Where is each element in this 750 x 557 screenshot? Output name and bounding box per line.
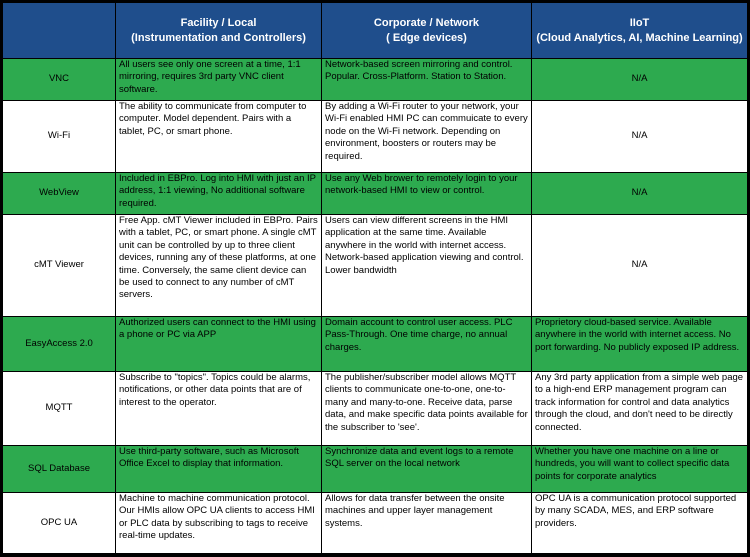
comparison-table <box>2 2 748 554</box>
corporate-cell: Synchronize data and event logs to a remote SQL server on the local network <box>322 446 532 493</box>
iiot-cell: Any 3rd party application from a simple web page to a high-end ERP management program can track information for control and data analytics through the cloud, and don't need to be directly connected. <box>532 372 748 446</box>
facility-cell: The ability to communicate from computer to computer. Model dependent. Pairs with a tablet, PC, or smart phone. <box>116 101 322 173</box>
header-row <box>3 3 748 59</box>
header-corporate-text: Corporate / Network ( Edge devices) <box>373 16 480 44</box>
header-facility-text: Facility / Local (Instrumentation and Controllers) <box>131 16 306 44</box>
row-label: MQTT <box>3 372 116 446</box>
facility-cell: Machine to machine communication protocol. Our HMIs allow OPC UA clients to access HMI or PLC data by subscribing to tags to receive real-time updates. <box>116 493 322 554</box>
facility-cell: Included in EBPro. Log into HMI with just an IP address, 1:1 viewing, No additional software required. <box>116 173 322 215</box>
table-row-webview <box>3 173 748 215</box>
row-label: WebView <box>3 173 116 215</box>
table-row-wifi <box>3 101 748 173</box>
header-corporate <box>322 3 532 59</box>
facility-cell: Authorized users can connect to the HMI using a phone or PC via APP <box>116 317 322 372</box>
iiot-cell: N/A <box>532 59 748 101</box>
row-label: OPC UA <box>3 493 116 554</box>
corporate-cell: Domain account to control user access. PLC Pass-Through. One time charge, no annual charges. <box>322 317 532 372</box>
iiot-cell: N/A <box>532 173 748 215</box>
header-iiot-text: IIoT (Cloud Analytics, AI, Machine Learning) <box>536 16 743 44</box>
table-row-easyaccess <box>3 317 748 372</box>
row-label: EasyAccess 2.0 <box>3 317 116 372</box>
table-row-cmt-viewer <box>3 215 748 317</box>
row-label: VNC <box>3 59 116 101</box>
facility-cell: Free App. cMT Viewer included in EBPro. Pairs with a tablet, PC, or smart phone. A single cMT unit can be controlled by up to three client devices, running any of these platforms, at one time. Conversely, the same client device can be used to connect to any number of cMT servers. <box>116 215 322 317</box>
facility-cell: All users see only one screen at a time, 1:1 mirroring, requires 3rd party VNC client software. <box>116 59 322 101</box>
corporate-cell: By adding a Wi-Fi router to your network, your Wi-Fi enabled HMI PC can commuicate to every node on the Wi-Fi network. Depending on environment, boosters or routers may be required. <box>322 101 532 173</box>
table-row-mqtt <box>3 372 748 446</box>
header-iiot <box>532 3 748 59</box>
corporate-cell: Network-based screen mirroring and control. Popular. Cross-Platform. Station to Station. <box>322 59 532 101</box>
iiot-cell: Whether you have one machine on a line or hundreds, you will want to collect specific data points for corporate analytics <box>532 446 748 493</box>
row-label: SQL Database <box>3 446 116 493</box>
iiot-cell: N/A <box>532 101 748 173</box>
facility-cell: Subscribe to "topics". Topics could be alarms, notifications, or other data points that are of interest to the operator. <box>116 372 322 446</box>
row-label: cMT Viewer <box>3 215 116 317</box>
table-row-opc-ua <box>3 493 748 554</box>
iiot-cell: OPC UA is a communication protocol supported by many SCADA, MES, and ERP software providers. <box>532 493 748 554</box>
corporate-cell: The publisher/subscriber model allows MQTT clients to communicate one-to-one, one-to-many and many-to-one. Receive data, parse data, and make specific data points available for the subscriber to 'see'. <box>322 372 532 446</box>
table-row-sql-database <box>3 446 748 493</box>
row-label: Wi-Fi <box>3 101 116 173</box>
table-row-vnc <box>3 59 748 101</box>
corporate-cell: Use any Web brower to remotely login to your network-based HMI to view or control. <box>322 173 532 215</box>
header-corner <box>3 3 116 59</box>
corporate-cell: Users can view different screens in the HMI application at the same time. Available anywhere in the world with internet access. Network-based application viewing and control. Lower bandwidth <box>322 215 532 317</box>
header-facility <box>116 3 322 59</box>
corporate-cell: Allows for data transfer between the onsite machines and upper layer management systems. <box>322 493 532 554</box>
facility-cell: Use third-party software, such as Microsoft Office Excel to display that information. <box>116 446 322 493</box>
iiot-cell: Proprietory cloud-based service. Available anywhere in the world with internet access. No port forwarding. No publicly exposed IP address. <box>532 317 748 372</box>
iiot-cell: N/A <box>532 215 748 317</box>
